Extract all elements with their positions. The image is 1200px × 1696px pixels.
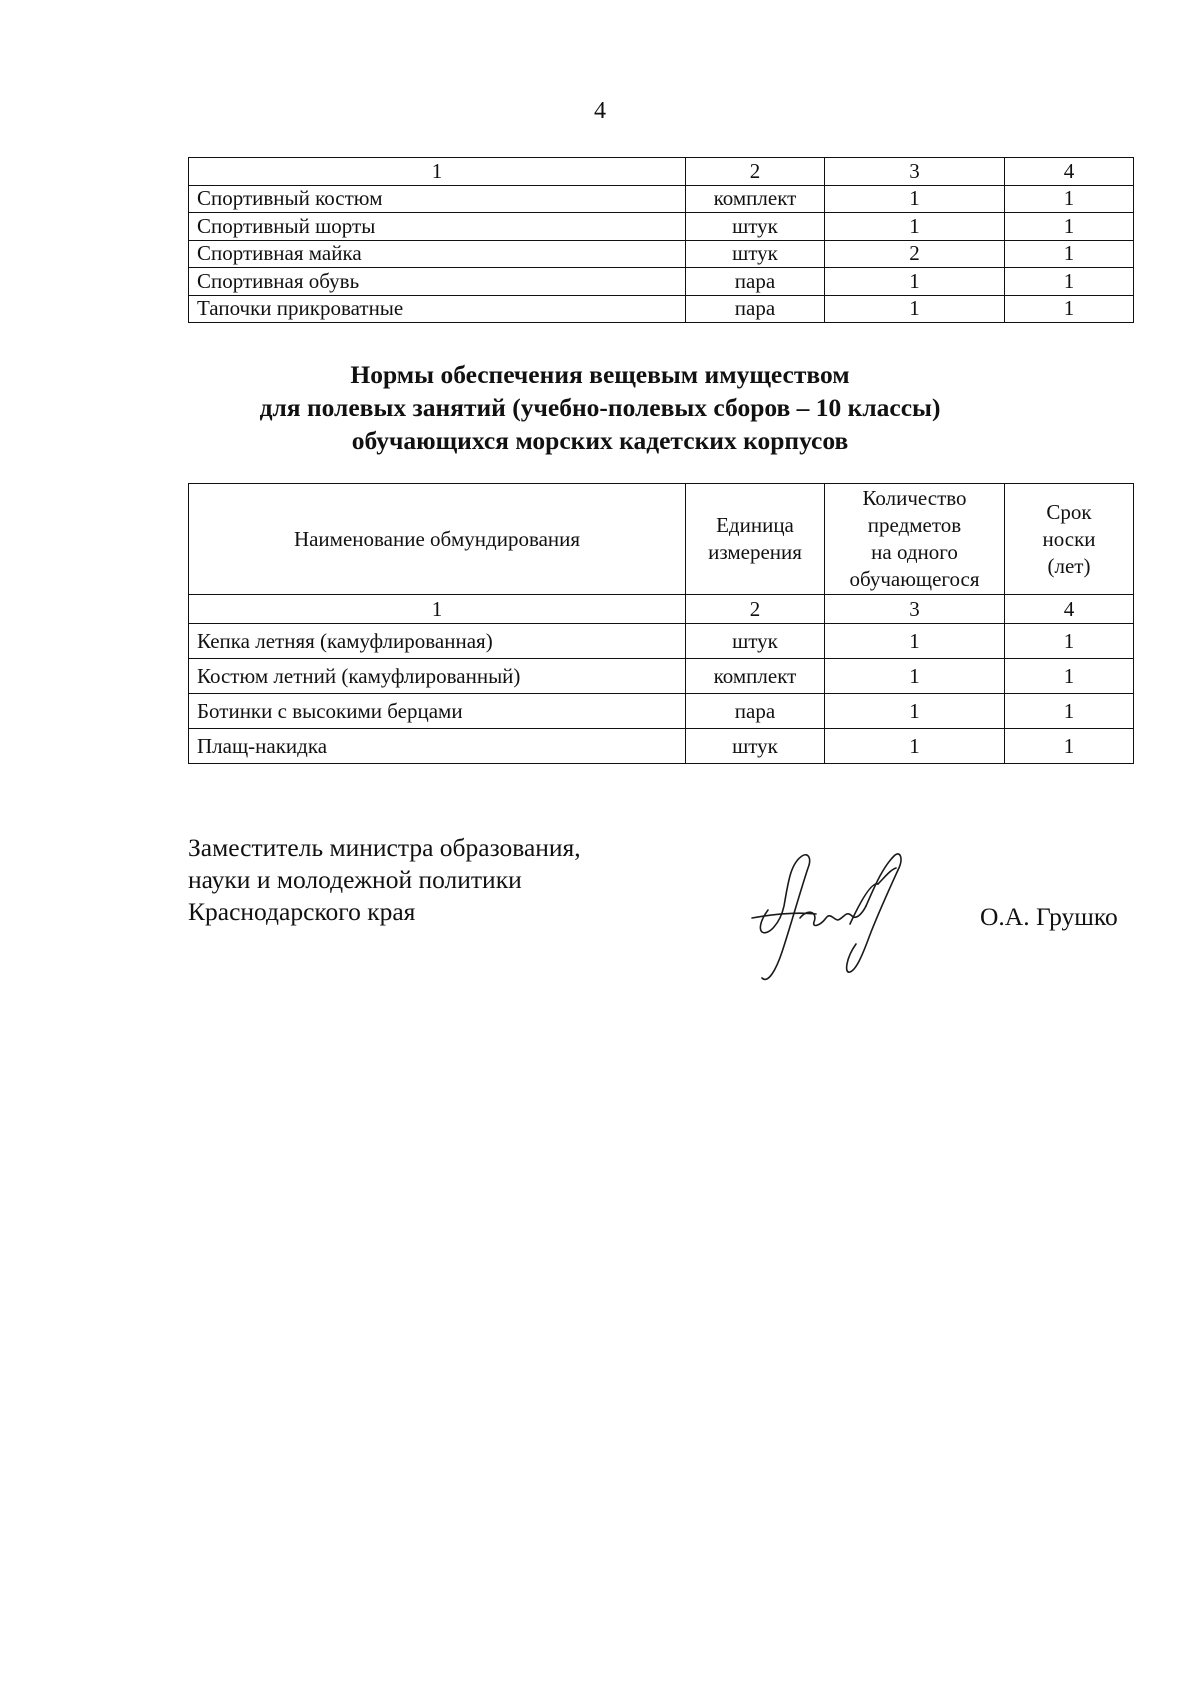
header-line: на одного xyxy=(871,540,958,564)
table-header-row xyxy=(189,158,1134,186)
item-unit: комплект xyxy=(686,659,825,694)
column-number: 4 xyxy=(1005,595,1134,624)
table-row xyxy=(189,295,1134,323)
item-unit: пара xyxy=(686,268,825,296)
signer-title-line: Заместитель министра образования, xyxy=(188,833,581,862)
signer-title-line: науки и молодежной политики xyxy=(188,865,522,894)
column-header-term xyxy=(1005,484,1134,595)
item-name: Спортивная обувь xyxy=(189,268,686,296)
table-sports-items xyxy=(188,157,1134,323)
header-line: измерения xyxy=(708,540,802,564)
table-field-items xyxy=(188,483,1134,764)
item-quantity: 1 xyxy=(825,185,1005,213)
item-quantity: 2 xyxy=(825,240,1005,268)
header-line: обучающегося xyxy=(849,567,980,591)
item-quantity: 1 xyxy=(825,729,1005,764)
item-unit: пара xyxy=(686,295,825,323)
section-heading xyxy=(0,358,1200,457)
table-header-row xyxy=(189,484,1134,595)
column-header-quantity xyxy=(825,484,1005,595)
item-term: 1 xyxy=(1005,268,1134,296)
item-term: 1 xyxy=(1005,694,1134,729)
item-term: 1 xyxy=(1005,624,1134,659)
heading-line: Нормы обеспечения вещевым имуществом xyxy=(350,360,850,389)
item-name: Кепка летняя (камуфлированная) xyxy=(189,624,686,659)
item-term: 1 xyxy=(1005,659,1134,694)
item-unit: штук xyxy=(686,729,825,764)
item-quantity: 1 xyxy=(825,295,1005,323)
column-number: 3 xyxy=(825,595,1005,624)
table-header-cell: 2 xyxy=(686,158,825,186)
table-row xyxy=(189,185,1134,213)
item-term: 1 xyxy=(1005,185,1134,213)
table-header-cell: 4 xyxy=(1005,158,1134,186)
item-name: Тапочки прикроватные xyxy=(189,295,686,323)
item-quantity: 1 xyxy=(825,694,1005,729)
item-term: 1 xyxy=(1005,295,1134,323)
table-header-cell: 3 xyxy=(825,158,1005,186)
signature-icon xyxy=(728,848,908,988)
header-line: предметов xyxy=(867,513,962,537)
signer-name: О.А. Грушко xyxy=(980,902,1118,931)
item-unit: штук xyxy=(686,624,825,659)
header-line: Единица xyxy=(716,513,794,537)
item-name: Костюм летний (камуфлированный) xyxy=(189,659,686,694)
table-header-cell: 1 xyxy=(189,158,686,186)
page-number: 4 xyxy=(594,98,606,124)
table-row xyxy=(189,268,1134,296)
item-term: 1 xyxy=(1005,729,1134,764)
column-header-name xyxy=(189,484,686,595)
item-unit: пара xyxy=(686,694,825,729)
item-quantity: 1 xyxy=(825,268,1005,296)
item-quantity: 1 xyxy=(825,659,1005,694)
table-row xyxy=(189,694,1134,729)
item-quantity: 1 xyxy=(825,624,1005,659)
signer-title xyxy=(188,832,581,928)
item-unit: штук xyxy=(686,240,825,268)
column-number: 2 xyxy=(686,595,825,624)
item-term: 1 xyxy=(1005,240,1134,268)
table-row xyxy=(189,240,1134,268)
item-term: 1 xyxy=(1005,213,1134,241)
item-name: Плащ-накидка xyxy=(189,729,686,764)
item-name: Ботинки с высокими берцами xyxy=(189,694,686,729)
item-quantity: 1 xyxy=(825,213,1005,241)
item-name: Спортивный шорты xyxy=(189,213,686,241)
column-number: 1 xyxy=(189,595,686,624)
item-name: Спортивная майка xyxy=(189,240,686,268)
header-line: Наименование обмундирования xyxy=(293,526,581,551)
column-header-unit xyxy=(686,484,825,595)
header-line: Срок xyxy=(1046,499,1092,524)
item-name: Спортивный костюм xyxy=(189,185,686,213)
column-number-row xyxy=(189,595,1134,624)
heading-line: обучающихся морских кадетских корпусов xyxy=(351,426,849,455)
item-unit: штук xyxy=(686,213,825,241)
heading-line: для полевых занятий (учебно-полевых сборов – 10 классы) xyxy=(259,393,941,422)
header-line: (лет) xyxy=(1047,553,1091,578)
header-line: носки xyxy=(1042,526,1096,551)
table-row xyxy=(189,213,1134,241)
table-row xyxy=(189,659,1134,694)
table-row xyxy=(189,729,1134,764)
header-line: Количество xyxy=(862,486,967,510)
signer-title-line: Краснодарского края xyxy=(188,897,416,926)
item-unit: комплект xyxy=(686,185,825,213)
table-row xyxy=(189,624,1134,659)
